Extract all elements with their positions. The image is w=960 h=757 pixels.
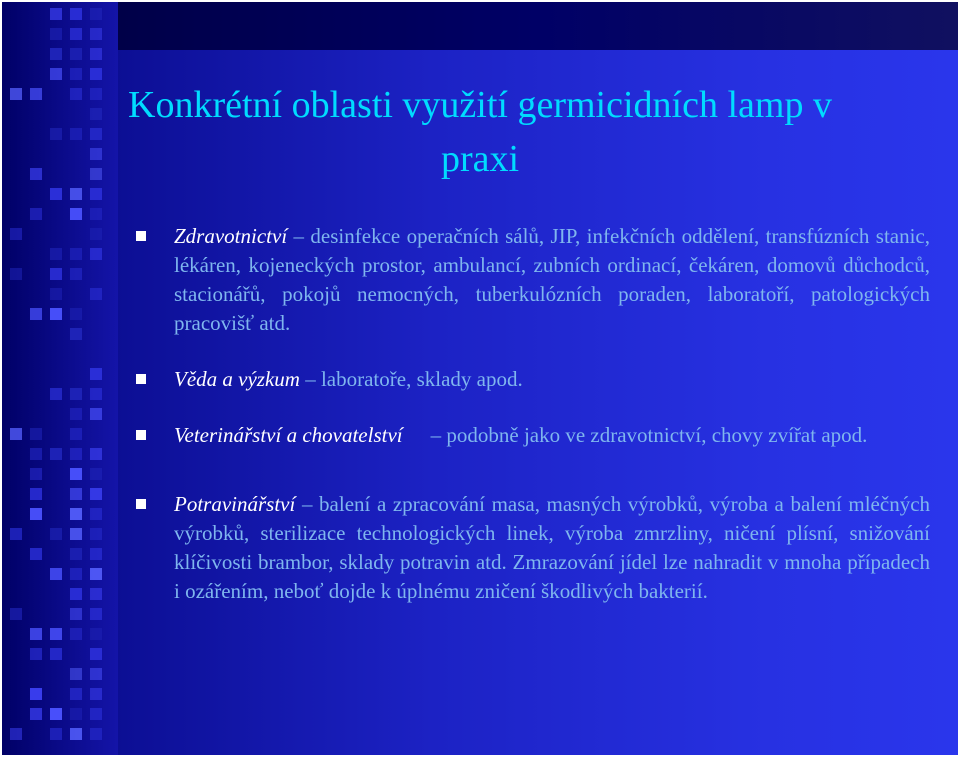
decorative-square: [70, 448, 82, 460]
decorative-square: [30, 208, 42, 220]
decorative-square: [90, 508, 102, 520]
decorative-square: [70, 388, 82, 400]
decorative-square: [70, 68, 82, 80]
decorative-square: [70, 628, 82, 640]
decorative-square: [90, 128, 102, 140]
decorative-square: [90, 68, 102, 80]
decorative-square: [50, 68, 62, 80]
decorative-square: [70, 608, 82, 620]
decorative-square: [90, 28, 102, 40]
decorative-square: [90, 588, 102, 600]
decorative-square: [90, 648, 102, 660]
decorative-square: [90, 248, 102, 260]
decorative-top-band: [118, 2, 958, 50]
bullet-text: – desinfekce operačních sálů, JIP, infekčních oddělení, transfúzních stanic, lékáren, kojeneckých prostor, ambulancí, zubních ordinací, čekáren, domovů důchodců, stacionářů, pokojů nemocných, tuberkulózních poraden, laboratoří, patologických pracovišť atd.: [174, 224, 931, 335]
bullet-term: Zdravotnictví: [174, 224, 288, 248]
decorative-square: [30, 648, 42, 660]
decorative-square: [90, 488, 102, 500]
decorative-square: [90, 728, 102, 740]
decorative-square: [90, 408, 102, 420]
decorative-square: [70, 28, 82, 40]
decorative-square: [50, 308, 62, 320]
decorative-square: [90, 608, 102, 620]
decorative-square: [50, 248, 62, 260]
decorative-square: [50, 448, 62, 460]
decorative-square: [50, 388, 62, 400]
decorative-square: [10, 608, 22, 620]
bullet-item-veterinarstvi: [134, 421, 930, 450]
decorative-square: [30, 628, 42, 640]
decorative-square: [90, 88, 102, 100]
decorative-square: [90, 228, 102, 240]
decorative-square: [90, 708, 102, 720]
decorative-left-strip: [2, 2, 118, 755]
decorative-square: [70, 248, 82, 260]
decorative-square: [70, 568, 82, 580]
decorative-square: [50, 28, 62, 40]
decorative-square: [30, 448, 42, 460]
decorative-square: [90, 548, 102, 560]
decorative-square: [70, 88, 82, 100]
decorative-square: [70, 688, 82, 700]
decorative-square: [90, 688, 102, 700]
decorative-square: [90, 668, 102, 680]
decorative-square: [90, 288, 102, 300]
decorative-square: [30, 88, 42, 100]
decorative-square: [70, 308, 82, 320]
decorative-square: [30, 168, 42, 180]
square-bullet-icon: [136, 231, 146, 241]
decorative-square: [70, 188, 82, 200]
decorative-square: [10, 728, 22, 740]
decorative-square: [90, 168, 102, 180]
decorative-square: [70, 268, 82, 280]
decorative-square: [90, 188, 102, 200]
decorative-square: [90, 628, 102, 640]
decorative-square: [10, 268, 22, 280]
slide-background: [2, 2, 958, 755]
decorative-square: [90, 448, 102, 460]
decorative-square: [50, 48, 62, 60]
decorative-square: [30, 468, 42, 480]
bullet-term: Potravinářství: [174, 492, 296, 516]
decorative-square: [70, 408, 82, 420]
decorative-square: [90, 8, 102, 20]
decorative-square: [70, 668, 82, 680]
decorative-square: [50, 648, 62, 660]
decorative-square: [50, 728, 62, 740]
decorative-square: [50, 8, 62, 20]
decorative-square: [50, 288, 62, 300]
decorative-square: [70, 588, 82, 600]
slide-title: Konkrétní oblasti využití germicidních lamp v praxi: [128, 84, 832, 180]
decorative-square: [50, 568, 62, 580]
bullet-item-zdravotnictvi: [134, 222, 930, 338]
decorative-square: [90, 468, 102, 480]
decorative-square: [50, 708, 62, 720]
bullet-term: Veterinářství a chovatelství: [174, 423, 403, 447]
bullet-text: – laboratoře, sklady apod.: [305, 367, 523, 391]
decorative-square: [90, 148, 102, 160]
decorative-square: [90, 568, 102, 580]
decorative-square: [90, 208, 102, 220]
decorative-square: [90, 368, 102, 380]
decorative-square: [70, 528, 82, 540]
decorative-square: [70, 128, 82, 140]
decorative-square: [90, 528, 102, 540]
bullet-term: Věda a výzkum: [174, 367, 300, 391]
decorative-square: [70, 548, 82, 560]
bullet-list: [134, 222, 930, 633]
decorative-square: [10, 88, 22, 100]
decorative-square: [30, 428, 42, 440]
decorative-square: [50, 268, 62, 280]
square-bullet-icon: [136, 499, 146, 509]
bullet-text: – podobně jako ve zdravotnictví, chovy zvířat apod.: [430, 423, 868, 447]
decorative-square: [30, 688, 42, 700]
decorative-square: [10, 428, 22, 440]
decorative-square: [70, 328, 82, 340]
decorative-square: [30, 708, 42, 720]
decorative-square: [50, 128, 62, 140]
decorative-square: [70, 428, 82, 440]
bullet-text: – balení a zpracování masa, masných výrobků, výroba a balení mléčných výrobků, sterilizace technologických linek, výroba zmrzliny, ničení plísní, snižování klíčivosti brambor, sklady potravin atd. Zmrazování jídel lze nahradit v mnoha případech i ozářením, neboť dojde k úplnému zničení škodlivých bakterií.: [174, 492, 931, 603]
decorative-square: [70, 728, 82, 740]
decorative-square: [10, 528, 22, 540]
decorative-square: [70, 468, 82, 480]
decorative-square: [30, 548, 42, 560]
decorative-square: [50, 628, 62, 640]
bullet-item-veda: [134, 365, 930, 394]
square-bullet-icon: [136, 430, 146, 440]
decorative-square: [30, 308, 42, 320]
square-bullet-icon: [136, 374, 146, 384]
bullet-item-potravinarstvi: [134, 490, 930, 606]
decorative-square: [90, 388, 102, 400]
decorative-square: [50, 188, 62, 200]
decorative-square: [70, 708, 82, 720]
decorative-square: [50, 528, 62, 540]
decorative-square: [70, 488, 82, 500]
decorative-square: [70, 208, 82, 220]
decorative-square: [10, 228, 22, 240]
decorative-square: [70, 8, 82, 20]
decorative-square: [70, 508, 82, 520]
decorative-square: [90, 108, 102, 120]
decorative-square: [90, 48, 102, 60]
decorative-square: [30, 488, 42, 500]
decorative-square: [30, 508, 42, 520]
decorative-square: [70, 48, 82, 60]
